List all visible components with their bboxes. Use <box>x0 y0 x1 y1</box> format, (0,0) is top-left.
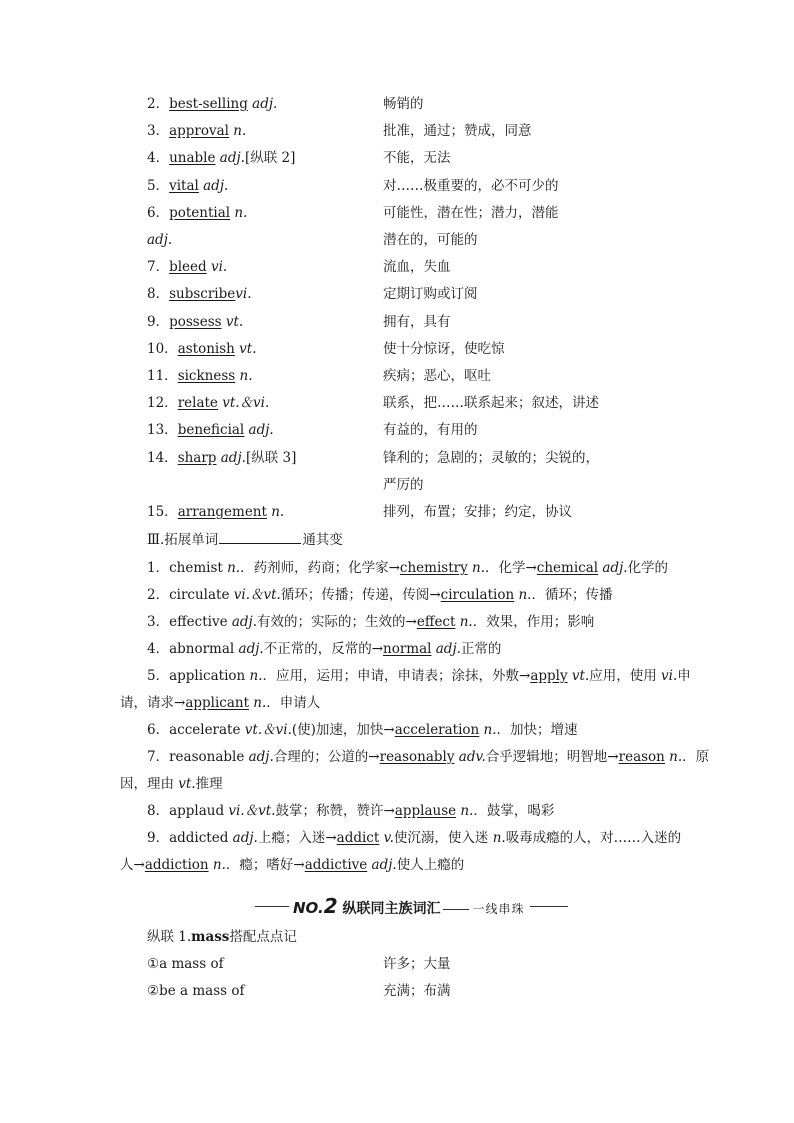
expansion-text: 正常的 <box>460 641 502 657</box>
expansion-text: 请，请求→ <box>120 695 186 711</box>
vocab-entry <box>147 175 228 197</box>
answer-word: chemical <box>536 560 599 576</box>
part-of-speech: n. <box>455 614 473 630</box>
part-of-speech: adj. <box>431 641 461 657</box>
vocab-word: beneficial <box>177 422 245 439</box>
expansion-item <box>120 798 676 825</box>
vocab-entry <box>147 229 172 251</box>
expansion-text: 7．reasonable <box>147 749 245 765</box>
vocab-entry <box>147 256 227 278</box>
banner-number: 2 <box>323 894 338 918</box>
expansion-text: 上瘾；入迷→ <box>257 830 337 846</box>
expansion-line <box>120 771 676 798</box>
expansion-line <box>120 717 676 744</box>
vocab-meaning: 流血，失血 <box>383 259 451 276</box>
part-of-speech: n. <box>467 560 485 576</box>
part-of-speech: adv. <box>454 749 486 765</box>
vocab-row <box>147 93 677 115</box>
expansion-item <box>120 663 691 717</box>
part-of-speech: n. <box>456 803 474 819</box>
vocab-entry <box>147 202 247 224</box>
vocab-number: 12． <box>147 395 178 412</box>
phrase-en: ②be a mass of <box>147 983 245 999</box>
vocab-row <box>147 419 677 441</box>
part-of-speech: vt. <box>567 668 590 684</box>
expansion-text: 因，理由 <box>120 776 179 792</box>
phrase-row <box>147 953 677 975</box>
vocab-word: sharp <box>177 449 217 466</box>
vocab-number: 4． <box>147 150 170 167</box>
vocab-entry <box>147 147 295 169</box>
vocab-meaning: 畅销的 <box>383 96 424 112</box>
vocab-meaning: 批准，通过；赞成，同意 <box>383 123 532 140</box>
vocab-meaning: 严厉的 <box>383 476 424 493</box>
expansion-text: 3．effective <box>147 614 228 630</box>
vocab-row <box>147 338 677 360</box>
vocab-number: 15． <box>147 504 178 520</box>
expansion-item <box>120 717 676 744</box>
section-3-prefix: Ⅲ.拓展单词 <box>147 532 219 548</box>
vocab-number: 5． <box>147 177 170 194</box>
expansion-text: ．化学→ <box>484 560 537 576</box>
vocab-word: relate <box>177 395 218 412</box>
expansion-text: ．药剂师，药商；化学家→ <box>240 560 400 576</box>
part-of-speech: v. <box>379 830 394 846</box>
answer-word: acceleration <box>394 722 480 738</box>
part-of-speech: n. <box>249 695 267 711</box>
part-of-speech: vi.＆vt. <box>229 587 281 603</box>
vocab-entry <box>147 392 269 414</box>
expansion-text: ．加快；增速 <box>496 722 578 738</box>
vocab-pos: n. <box>230 204 248 221</box>
vocab-entry <box>147 283 252 305</box>
vocab-number: 6． <box>147 204 170 221</box>
vocab-word: potential <box>169 204 231 221</box>
expansion-text: ．效果，作用；影响 <box>472 614 595 630</box>
answer-word: addict <box>336 830 380 846</box>
answer-word: applicant <box>185 695 250 711</box>
expansion-line <box>120 555 676 582</box>
vocab-pos: n. <box>266 504 285 520</box>
banner-title: 纵联同主族词汇 <box>337 901 441 917</box>
expansion-text: 化学的 <box>627 560 669 576</box>
part-of-speech: adj. <box>227 614 258 630</box>
vocab-row <box>147 283 677 305</box>
vocab-row <box>147 447 677 469</box>
vocab-entry <box>147 338 257 360</box>
vocab-row <box>147 365 677 387</box>
expansion-text: 1．chemist <box>147 560 223 576</box>
vocab-meaning: 使十分惊讶，使吃惊 <box>383 340 505 357</box>
expansion-line <box>120 582 676 609</box>
expansion-line <box>120 798 676 825</box>
vocab-word: possess <box>169 313 222 330</box>
vocab-number: 11． <box>147 368 178 384</box>
vocab-row <box>147 501 677 523</box>
vocab-meaning: 排列，布置；安排；约定，协议 <box>383 504 572 520</box>
vocab-meaning: 联系，把……联系起来；叙述，讲述 <box>383 395 599 412</box>
answer-word: addiction <box>144 857 209 873</box>
vocab-word: unable <box>169 150 216 167</box>
expansion-text: ．申请人 <box>266 695 321 711</box>
vocab-pos: vt. <box>234 340 257 357</box>
vocab-pos: vi. <box>206 259 228 276</box>
expansion-text: 4．abnormal <box>147 641 235 657</box>
vocab-meaning: 拥有，具有 <box>383 313 451 330</box>
banner-text <box>293 893 525 922</box>
vocab-number: 14． <box>147 449 178 466</box>
part-of-speech: n. <box>664 749 683 765</box>
expansion-line <box>120 663 691 690</box>
part-of-speech: adj. <box>367 857 397 873</box>
vocab-meaning: 不能，无法 <box>383 150 451 167</box>
vocab-number: 7． <box>147 259 170 276</box>
expansion-text: ．原 <box>682 749 710 765</box>
expansion-text: 鼓掌；称赞，赞许→ <box>275 803 395 819</box>
vocab-entry <box>147 447 296 469</box>
banner-rule-mid <box>443 909 469 910</box>
vocab-pos: adj. <box>247 96 278 112</box>
section-banner <box>255 893 568 919</box>
expansion-line <box>120 609 676 636</box>
banner-rule-left <box>255 906 289 907</box>
expansion-text: 不正常的，反常的→ <box>263 641 384 657</box>
vocab-number: 9． <box>147 313 170 330</box>
part-of-speech: n. <box>222 560 241 576</box>
banner-subtitle: 一线串珠 <box>472 902 525 916</box>
expansion-text: 合理的；公道的→ <box>273 749 380 765</box>
vocab-pos: n. <box>229 123 247 140</box>
expansion-text: 8．applaud <box>147 803 225 819</box>
vocab-word: subscribe <box>169 286 236 303</box>
answer-word: applause <box>394 803 457 819</box>
vocab-number: 10． <box>147 340 178 357</box>
part-of-speech: n. <box>514 587 532 603</box>
vocab-pos: n. <box>235 368 253 384</box>
part-of-speech: n. <box>245 668 263 684</box>
part-of-speech: adj. <box>228 830 258 846</box>
expansion-text: 9．addicted <box>147 830 229 846</box>
expansion-line <box>120 636 676 663</box>
vocab-number: 2． <box>147 96 170 112</box>
vocab-number: 3． <box>147 123 170 140</box>
vocab-row <box>147 120 677 142</box>
vocab-meaning: 可能性，潜在性；潜力，潜能 <box>383 204 559 221</box>
vocab-word: best-selling <box>169 96 248 112</box>
phrase-cn: 许多；大量 <box>383 956 451 972</box>
vocab-number: 13． <box>147 422 178 439</box>
vocab-row <box>147 256 677 278</box>
expansion-text: 推理 <box>195 776 223 792</box>
expansion-text: ．鼓掌，喝彩 <box>473 803 555 819</box>
vocab-entry <box>147 93 277 115</box>
part-of-speech: adj. <box>234 641 264 657</box>
expansion-text: (使)加速，加快→ <box>291 722 395 738</box>
expansion-text: 应用，使用 <box>589 668 662 684</box>
vocab-pos: vt.＆vi. <box>217 395 270 412</box>
answer-word: normal <box>383 641 432 657</box>
lianzu-word: mass <box>191 929 230 945</box>
answer-word: reasonably <box>379 749 455 765</box>
vocab-pos: vt. <box>221 313 244 330</box>
vocab-row <box>147 392 677 414</box>
answer-word: chemistry <box>399 560 468 576</box>
part-of-speech: vt. <box>178 776 196 792</box>
expansion-text: 吸毒成瘾的人，对……入迷的 <box>505 830 682 846</box>
vocab-entry <box>147 501 284 523</box>
answer-word: addictive <box>304 857 368 873</box>
answer-word: effect <box>416 614 456 630</box>
vocab-pos: adj. <box>147 232 173 248</box>
vocab-meaning: 潜在的，可能的 <box>383 232 478 248</box>
expansion-item <box>120 825 682 879</box>
expansion-text: 5．application <box>147 668 246 684</box>
section-3-heading <box>147 529 343 551</box>
expansion-line <box>120 852 676 879</box>
vocab-meaning: 有益的，有用的 <box>383 422 478 439</box>
vocab-meaning: 锋利的；急剧的；灵敏的；尖锐的， <box>383 449 599 466</box>
part-of-speech: n. <box>492 830 506 846</box>
lianzu-suffix: 搭配点点记 <box>229 929 297 945</box>
expansion-text: 有效的；实际的；生效的→ <box>257 614 417 630</box>
expansion-item <box>120 609 676 636</box>
vocab-pos: vi. <box>235 286 252 303</box>
lianzu-prefix: 纵联 1. <box>147 929 192 945</box>
vocab-entry <box>147 120 246 142</box>
vocab-entry <box>147 311 243 333</box>
vocab-word: arrangement <box>177 504 267 520</box>
vocab-meaning: 定期订购或订阅 <box>383 286 478 303</box>
vocab-entry <box>147 419 274 441</box>
vocab-word: vital <box>169 177 199 194</box>
expansion-line <box>120 690 676 717</box>
fill-blank-line <box>219 531 301 544</box>
vocab-row <box>147 229 677 251</box>
section-3-suffix: 通其变 <box>302 532 343 548</box>
expansion-item <box>120 582 676 609</box>
expansion-text: 6．accelerate <box>147 722 241 738</box>
answer-word: apply <box>530 668 568 684</box>
vocab-pos: adj. <box>198 177 229 194</box>
expansion-text: 2．circulate <box>147 587 230 603</box>
expansion-line <box>120 825 682 852</box>
vocab-crossref: [纵联 3] <box>245 449 297 466</box>
part-of-speech: n. <box>208 857 226 873</box>
vocab-crossref: [纵联 2] <box>244 150 296 167</box>
banner-rule-right <box>530 906 568 907</box>
part-of-speech: n. <box>479 722 497 738</box>
vocab-word: sickness <box>177 368 236 384</box>
vocab-meaning: 疾病；恶心，呕吐 <box>383 368 491 384</box>
expansion-item <box>120 636 676 663</box>
expansion-text: 人→ <box>120 857 145 873</box>
phrase-row <box>147 980 677 1002</box>
expansion-item <box>120 744 710 798</box>
expansion-text: 申 <box>677 668 691 684</box>
answer-word: circulation <box>440 587 515 603</box>
expansion-text: ．应用，运用；申请，申请表；涂抹，外敷→ <box>262 668 531 684</box>
answer-word: reason <box>618 749 665 765</box>
part-of-speech: vi.＆vt. <box>224 803 276 819</box>
expansion-text: 循环；传播；传递，传阅→ <box>280 587 441 603</box>
expansion-text: ．循环；传播 <box>531 587 613 603</box>
vocab-row <box>147 311 677 333</box>
vocab-number: 8． <box>147 286 170 303</box>
expansion-item <box>120 555 676 582</box>
part-of-speech: vi. <box>661 668 678 684</box>
vocab-row <box>147 147 677 169</box>
part-of-speech: adj. <box>598 560 628 576</box>
vocab-pos: adj. <box>216 449 246 466</box>
vocab-meaning: 对……极重要的，必不可少的 <box>383 177 559 194</box>
part-of-speech: vt.＆vi. <box>240 722 292 738</box>
vocab-pos: adj. <box>244 422 274 439</box>
phrase-cn: 充满；布满 <box>383 983 451 999</box>
part-of-speech: adj. <box>244 749 274 765</box>
vocab-word: approval <box>169 123 229 140</box>
vocab-row <box>147 175 677 197</box>
vocab-row <box>147 474 677 496</box>
vocab-entry <box>147 365 253 387</box>
expansion-text: 使沉溺，使入迷 <box>393 830 493 846</box>
phrase-en: ①a mass of <box>147 956 224 972</box>
expansion-text: 使人上瘾的 <box>396 857 465 873</box>
banner-no: NO. <box>293 899 324 917</box>
expansion-text: ．瘾；嗜好→ <box>225 857 305 873</box>
vocab-word: astonish <box>177 340 235 357</box>
expansion-line <box>120 744 710 771</box>
lianzu-1-heading <box>147 926 297 948</box>
vocab-row <box>147 202 677 224</box>
expansion-text: 合乎逻辑地；明智地→ <box>485 749 619 765</box>
vocab-pos: adj. <box>215 150 245 167</box>
vocab-word: bleed <box>169 259 207 276</box>
